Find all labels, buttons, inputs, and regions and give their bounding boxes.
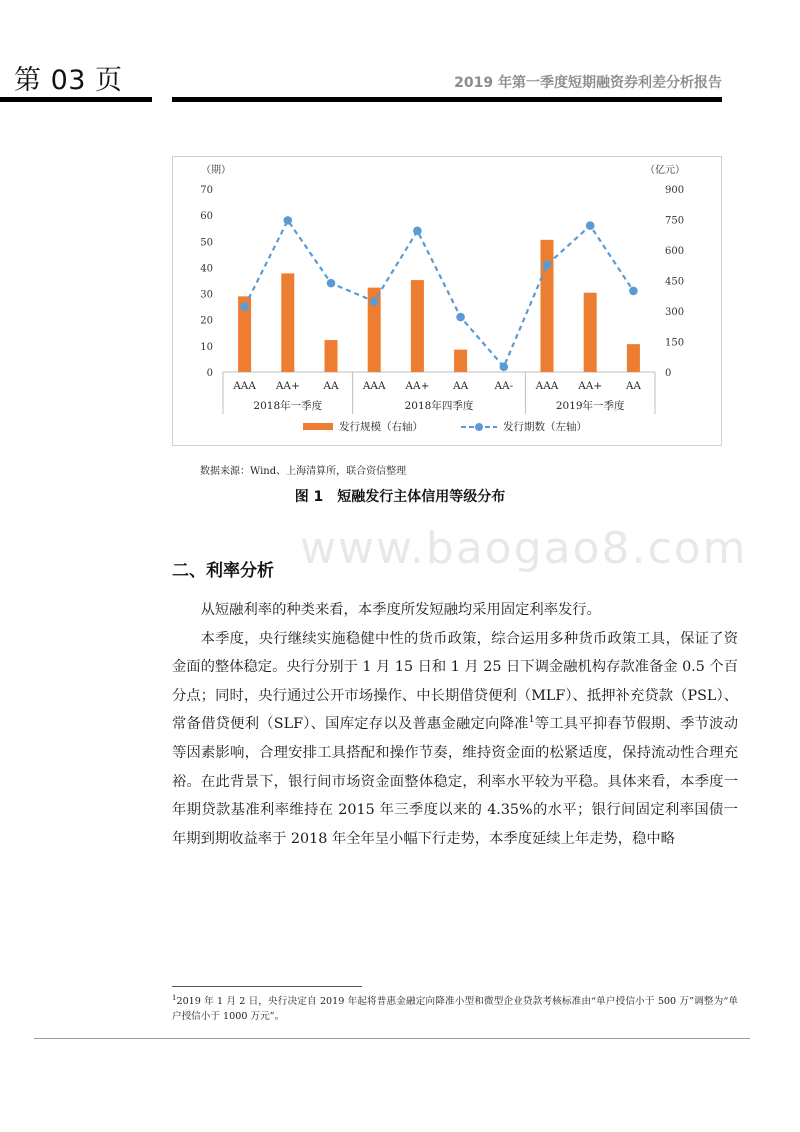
legend-swatch-bar bbox=[303, 423, 333, 430]
left-tick-label: 50 bbox=[200, 237, 213, 249]
left-tick-label: 0 bbox=[206, 368, 213, 379]
left-tick-label: 40 bbox=[200, 263, 213, 275]
point-issue-count bbox=[586, 221, 595, 230]
legend-label-bar: 发行规模（右轴） bbox=[339, 421, 423, 433]
left-tick-label: 20 bbox=[200, 315, 213, 327]
point-issue-count bbox=[240, 302, 249, 311]
category-label: AAA bbox=[233, 380, 256, 392]
bar-issue-scale bbox=[325, 340, 338, 372]
category-label: AA bbox=[453, 380, 469, 392]
footnote-marker: 1 bbox=[172, 993, 177, 1002]
right-tick-label: 600 bbox=[665, 246, 685, 257]
left-tick-label: 30 bbox=[200, 289, 213, 301]
chart-frame bbox=[172, 156, 722, 446]
paragraph-2-part-b: 等工具平抑春节假期、季节波动等因素影响，合理安排工具搭配和操作节奏，维持资金面的松紧适度，保持流动性合理充裕。在此背景下，银行间市场资金面整体稳定，利率水平较为平稳。具体来看，本季度一年期贷款基准利率维持在 2015 年三季度以来的 4.35%的水平；银行间固定利率国债一年期到期收益率于 2018 年全年呈小幅下行走势，本季度延续上年走势，稳中略 bbox=[172, 716, 739, 847]
group-label: 2018年四季度 bbox=[404, 400, 474, 412]
point-issue-count bbox=[543, 261, 552, 270]
left-tick-label: 60 bbox=[200, 211, 213, 223]
line-issue-count bbox=[245, 220, 634, 366]
right-tick-label: 150 bbox=[665, 337, 685, 349]
right-axis-label: （亿元） bbox=[645, 165, 685, 176]
bar-issue-scale bbox=[584, 293, 597, 372]
bar-issue-scale bbox=[541, 240, 554, 372]
point-issue-count bbox=[327, 279, 336, 288]
paragraph-2 bbox=[172, 625, 738, 854]
page-number: 第 03 页 bbox=[14, 65, 123, 96]
bar-issue-scale bbox=[627, 344, 640, 372]
paragraph-1: 从短融利率的种类来看，本季度所发短融均采用固定利率发行。 bbox=[200, 602, 601, 618]
right-tick-label: 750 bbox=[665, 215, 685, 227]
point-issue-count bbox=[456, 313, 465, 322]
point-issue-count bbox=[370, 297, 379, 306]
bar-issue-scale bbox=[411, 280, 424, 372]
bar-issue-scale bbox=[281, 273, 294, 372]
footnote-ref[interactable]: 1 bbox=[528, 715, 535, 726]
point-issue-count bbox=[284, 216, 293, 225]
category-label: AAA bbox=[362, 380, 386, 392]
group-label: 2018年一季度 bbox=[253, 400, 323, 412]
header-rule-right bbox=[172, 97, 722, 102]
category-label: AA+ bbox=[405, 380, 430, 392]
right-tick-label: 0 bbox=[665, 368, 672, 379]
footnote bbox=[172, 994, 738, 1024]
point-issue-count bbox=[413, 227, 422, 236]
right-tick-label: 300 bbox=[665, 307, 685, 318]
left-tick-label: 10 bbox=[200, 341, 213, 353]
credit-rating-chart bbox=[173, 157, 721, 445]
source-note: 数据来源：Wind、上海清算所，联合资信整理 bbox=[200, 466, 407, 477]
category-label: AA+ bbox=[275, 380, 300, 392]
section-heading: 二、利率分析 bbox=[172, 561, 274, 581]
category-label: AA bbox=[625, 380, 641, 392]
right-tick-label: 900 bbox=[665, 185, 685, 196]
point-issue-count bbox=[500, 362, 509, 371]
legend-label-line: 发行期数（左轴） bbox=[503, 421, 587, 433]
body-text bbox=[172, 596, 738, 853]
paragraph-2-part-a: 本季度，央行继续实施稳健中性的货币政策，综合运用多种货币政策工具，保证了资金面的整体稳定。央行分别于 1 月 15 日和 1 月 25 日下调金融机构存款准备金 0.5 个百分点；同时，央行通过公开市场操作、中长期借贷便利（MLF）、抵押补充贷款（PSL）、常备借贷便利（SLF）、国库定存以及普惠金融定向降准 bbox=[172, 630, 738, 733]
left-axis-label: （期） bbox=[201, 165, 231, 176]
figure-caption: 图 1 短融发行主体信用等级分布 bbox=[294, 489, 506, 505]
left-tick-label: 70 bbox=[200, 185, 213, 196]
watermark: www.baogao8.com bbox=[300, 523, 748, 574]
footnote-rule bbox=[172, 986, 362, 987]
category-label: AAA bbox=[535, 380, 559, 392]
point-issue-count bbox=[629, 287, 638, 296]
report-title: 2019 年第一季度短期融资券利差分析报告 bbox=[454, 75, 722, 91]
category-label: AA+ bbox=[578, 380, 603, 392]
right-tick-label: 450 bbox=[665, 276, 685, 288]
page-bottom-rule bbox=[34, 1038, 750, 1039]
group-label: 2019年一季度 bbox=[555, 400, 625, 412]
bar-issue-scale bbox=[454, 350, 467, 372]
category-label: AA- bbox=[494, 380, 514, 392]
legend-swatch-point bbox=[475, 423, 483, 431]
header-rule-left bbox=[0, 97, 152, 102]
footnote-text: 2019 年 1 月 2 日，央行决定自 2019 年起将普惠金融定向降准小型和微型企业贷款考核标准由“单户授信小于 500 万”调整为“单户授信小于 1000 万元”。 bbox=[172, 996, 738, 1022]
category-label: AA bbox=[323, 380, 339, 392]
